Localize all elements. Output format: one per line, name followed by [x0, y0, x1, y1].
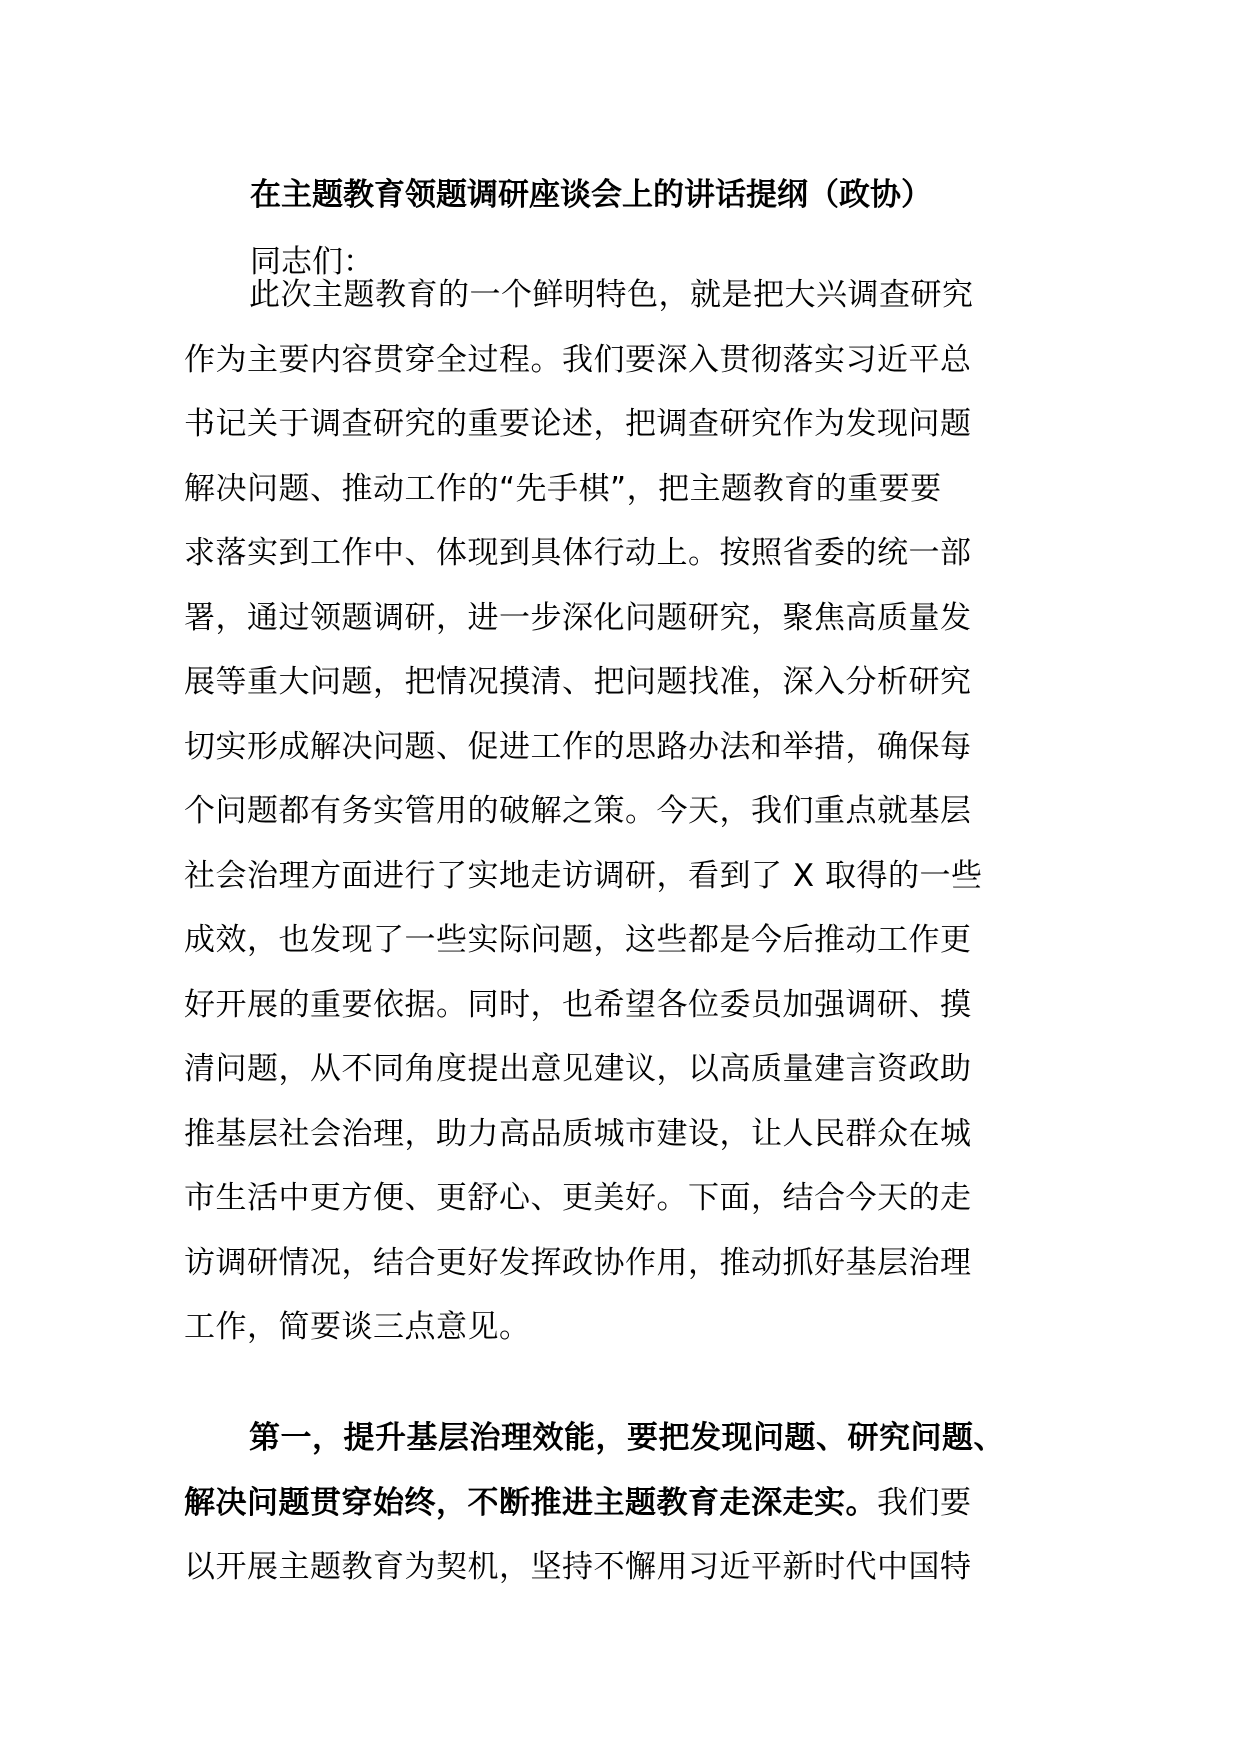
paragraph-line: 切实形成解决问题、促进工作的思路办法和举措，确保每 — [184, 728, 972, 765]
paragraph-line: 市生活中更方便、更舒心、更美好。下面，结合今天的走 — [184, 1180, 972, 1216]
paragraph-line: 求落实到工作中、体现到具体行动上。按照省委的统一部 — [184, 535, 972, 571]
paragraph-line: 成效，也发现了一些实际问题，这些都是今后推动工作更 — [184, 922, 972, 958]
paragraph-line: 以开展主题教育为契机，坚持不懈用习近平新时代中国特 — [184, 1549, 972, 1585]
paragraph-text: 我们要 — [877, 1484, 972, 1521]
salutation: 同志们： — [250, 244, 374, 280]
document-title: 在主题教育领题调研座谈会上的讲话提纲（政协） — [250, 177, 932, 213]
paragraph-line: 清问题，从不同角度提出意见建议，以高质量建言资政助 — [184, 1051, 972, 1087]
paragraph-line: 个问题都有务实管用的破解之策。今天，我们重点就基层 — [184, 793, 972, 829]
paragraph-line: 推基层社会治理，助力高品质城市建设，让人民群众在城 — [184, 1115, 972, 1152]
section-heading-text: 解决问题贯穿始终，不断推进主题教育走深走实。 — [184, 1484, 877, 1521]
paragraph-line: 工作，简要谈三点意见。 — [184, 1309, 531, 1345]
paragraph-intro — [184, 263, 1064, 1360]
paragraph-line: 好开展的重要依据。同时，也希望各位委员加强调研、摸 — [184, 986, 972, 1023]
paragraph-line: 作为主要内容贯穿全过程。我们要深入贯彻落实习近平总 — [184, 341, 972, 378]
paragraph-line: 署，通过领题调研，进一步深化问题研究，聚焦高质量发 — [184, 599, 972, 636]
paragraph-line: 社会治理方面进行了实地走访调研，看到了 X 取得的一些 — [184, 857, 983, 894]
paragraph-line — [184, 1471, 1064, 1536]
paragraph-line: 展等重大问题，把情况摸清、把问题找准，深入分析研究 — [184, 664, 972, 700]
paragraph-point-one — [184, 1406, 1064, 1600]
paragraph-line: 解决问题、推动工作的“先手棋”，把主题教育的重要要 — [184, 470, 942, 507]
paragraph-line: 访调研情况，结合更好发挥政协作用，推动抓好基层治理 — [184, 1244, 972, 1281]
section-heading-line: 第一，提升基层治理效能，要把发现问题、研究问题、 — [249, 1420, 1005, 1456]
paragraph-line: 此次主题教育的一个鲜明特色，就是把大兴调查研究 — [249, 277, 974, 313]
paragraph-line: 书记关于调查研究的重要论述，把调查研究作为发现问题 — [184, 406, 972, 442]
